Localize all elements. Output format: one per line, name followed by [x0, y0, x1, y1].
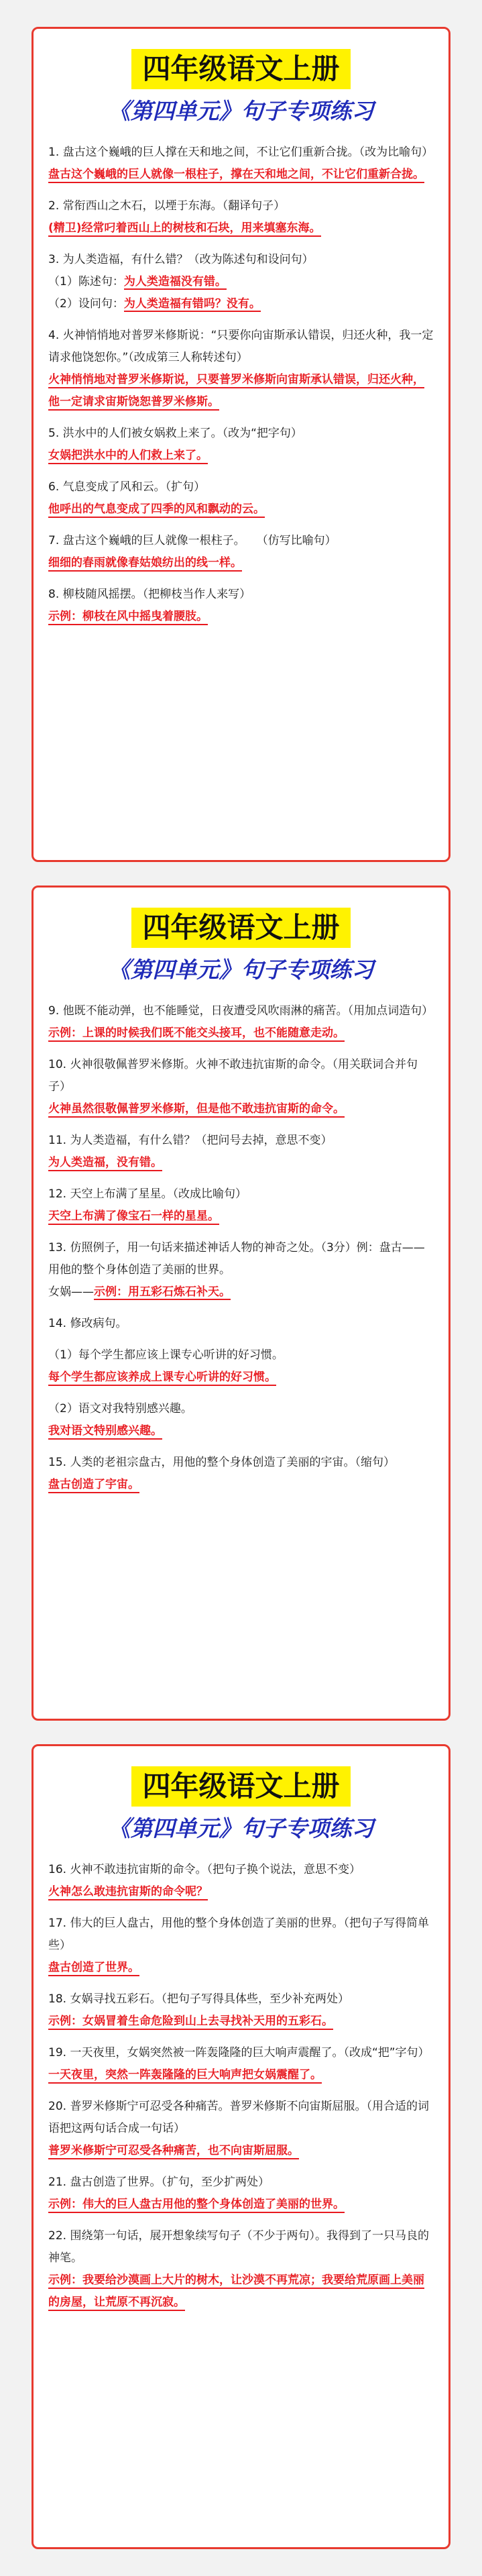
question-text: 女娲—— [48, 1285, 94, 1299]
question-text: 18. 女娲寻找五彩石。（把句子写得具体些，至少补充两处） [48, 1992, 349, 2006]
answer-line [48, 2140, 434, 2162]
question-text: 12. 天空上布满了星星。（改成比喻句） [48, 1187, 247, 1201]
answer-line [48, 1205, 434, 1228]
item-list [48, 1859, 434, 2314]
question-text: 9. 他既不能动弹，也不能睡觉，日夜遭受风吹雨淋的痛苦。（用加点词造句） [48, 1004, 434, 1018]
answer-line [48, 1098, 434, 1120]
question-text: （2）语文对我特别感兴趣。 [48, 1402, 192, 1415]
card-subtitle: 《第四单元》句子专项练习 [108, 1815, 374, 1841]
question-text: 14. 修改病句。 [48, 1317, 127, 1330]
card-title: 四年级语文上册 [131, 908, 350, 948]
answer-text: 盘古这个巍峨的巨人就像一根柱子，撑在天和地之间，不让它们重新合拢。 [48, 168, 424, 183]
answer-line [48, 369, 434, 413]
answer-line [48, 217, 434, 239]
answer-line [48, 445, 434, 467]
question-text: 21. 盘古创造了世界。（扩句，至少扩两处） [48, 2176, 269, 2189]
card-title: 四年级语文上册 [131, 1766, 350, 1807]
question-text: 10. 火神很敬佩普罗米修斯。火神不敢违抗宙斯的命令。（用关联词合并句子） [48, 1058, 418, 1093]
answer-line [48, 1474, 434, 1496]
question-text: 22. 围绕第一句话，展开想象续写句子（不少于两句）。我得到了一只马良的神笔。 [48, 2229, 429, 2265]
answer-text: 盘古创造了宇宙。 [48, 1478, 139, 1493]
answer-text: 我对语文特别感兴趣。 [48, 1424, 162, 1440]
answer-text: 示例：柳枝在风中摇曳着腰肢。 [48, 610, 208, 625]
answer-text: 普罗米修斯宁可忍受各种痛苦，也不向宙斯屈服。 [48, 2144, 299, 2159]
answer-text: 火神悄悄地对普罗米修斯说，只要普罗米修斯向宙斯承认错误，归还火种，他一定请求宙斯饶恕普罗米修斯。 [48, 373, 424, 411]
question-text: 19. 一天夜里，女娲突然被一阵轰隆隆的巨大响声震醒了。（改成“把”字句） [48, 2046, 430, 2059]
answer-text: 示例：伟大的巨人盘古用他的整个身体创造了美丽的世界。 [48, 2198, 345, 2213]
answer-line [48, 552, 434, 574]
card-title: 四年级语文上册 [131, 49, 350, 89]
question-text: （1）陈述句： [48, 275, 124, 288]
answer-text: 天空上布满了像宝石一样的星星。 [48, 1210, 219, 1225]
card-title-wrap [48, 49, 434, 89]
question-with-answer [48, 271, 434, 293]
question-text: 1. 盘古这个巍峨的巨人撑在天和地之间，不让它们重新合拢。（改为比喻句） [48, 146, 434, 159]
item-list [48, 142, 434, 628]
answer-line [48, 2010, 434, 2033]
answer-line [48, 1152, 434, 1174]
answer-text: 盘古创造了世界。 [48, 1961, 139, 1976]
answer-line [48, 2269, 434, 2314]
answer-text: 示例：我要给沙漠画上大片的树木，让沙漠不再荒凉；我要给荒原画上美丽的房屋，让荒原不再沉寂。 [48, 2273, 424, 2311]
answer-line [48, 2194, 434, 2216]
question-text: 3. 为人类造福，有什么错？（改为陈述句和设问句） [48, 253, 314, 266]
answer-line [48, 606, 434, 628]
answer-line [48, 1366, 434, 1389]
answer-line [48, 1881, 434, 1903]
answer-text: 他呼出的气息变成了四季的风和飘动的云。 [48, 502, 265, 518]
card-subtitle: 《第四单元》句子专项练习 [108, 98, 374, 124]
question-with-answer [48, 1281, 434, 1303]
answer-text: 细细的春雨就像春姑娘纺出的线一样。 [48, 556, 242, 572]
answer-line [48, 498, 434, 521]
answer-text: 为人类造福有错吗？没有。 [123, 297, 261, 311]
answer-text: 为人类造福，没有错。 [48, 1156, 162, 1171]
answer-line [48, 2064, 434, 2086]
answer-text: 示例：女娲冒着生命危险到山上去寻找补天用的五彩石。 [48, 2015, 333, 2030]
question-text: 16. 火神不敢违抗宙斯的命令。（把句子换个说法，意思不变） [48, 1863, 361, 1876]
answer-text: 为人类造福没有错。 [123, 275, 227, 288]
answer-text: 一天夜里，突然一阵轰隆隆的巨大响声把女娲震醒了。 [48, 2068, 322, 2084]
answer-line [48, 1957, 434, 1979]
card-subtitle: 《第四单元》句子专项练习 [108, 957, 374, 983]
question-text: 2. 常衔西山之木石，以堙于东海。（翻译句子） [48, 199, 286, 213]
question-text: （1）每个学生都应该上课专心听讲的好习惯。 [48, 1348, 284, 1362]
answer-text: 火神怎么敢违抗宙斯的命令呢？ [48, 1885, 208, 1900]
answer-text: 女娲把洪水中的人们救上来了。 [48, 449, 208, 464]
answer-text: 示例：上课的时候我们既不能交头接耳，也不能随意走动。 [48, 1026, 345, 1042]
answer-text: 示例：用五彩石炼石补天。 [94, 1285, 231, 1299]
question-with-answer [48, 293, 434, 315]
question-text: 13. 仿照例子，用一句话来描述神话人物的神奇之处。（3分）例：盘古——用他的整个身体创造了美丽的世界。 [48, 1241, 425, 1277]
question-text: 4. 火神悄悄地对普罗米修斯说：“只要你向宙斯承认错误，归还火种，我一定请求他饶恕你。”（改成第三人称转述句） [48, 329, 434, 364]
item-list [48, 1000, 434, 1496]
question-text: 6. 气息变成了风和云。（扩句） [48, 480, 206, 494]
question-text: 17. 伟大的巨人盘古，用他的整个身体创造了美丽的世界。（把句子写得简单些） [48, 1917, 429, 1952]
answer-text: (精卫)经常叼着西山上的树枝和石块，用来填塞东海。 [48, 221, 321, 237]
answer-text: 每个学生都应该养成上课专心听讲的好习惯。 [48, 1371, 276, 1386]
question-text: 5. 洪水中的人们被女娲救上来了。（改为“把字句） [48, 427, 302, 440]
question-text: 11. 为人类造福，有什么错？（把问号去掉，意思不变） [48, 1134, 333, 1147]
card-title-wrap [48, 908, 434, 948]
card-title-wrap [48, 1766, 434, 1807]
answer-line [48, 1420, 434, 1442]
question-text: （2）设问句： [48, 297, 124, 311]
question-text: 20. 普罗米修斯宁可忍受各种痛苦。普罗米修斯不向宙斯屈服。（用合适的词语把这两句话合成一句话） [48, 2100, 429, 2135]
question-text: 7. 盘古这个巍峨的巨人就像一根柱子。 （仿写比喻句） [48, 534, 337, 547]
question-text: 8. 柳枝随风摇摆。（把柳枝当作人来写） [48, 588, 251, 601]
answer-line [48, 164, 434, 186]
question-text: 15. 人类的老祖宗盘古，用他的整个身体创造了美丽的宇宙。（缩句） [48, 1456, 395, 1469]
exercise-card-3 [32, 1744, 450, 2549]
answer-text: 火神虽然很敬佩普罗米修斯，但是他不敢违抗宙斯的命令。 [48, 1102, 345, 1118]
exercise-card-2 [32, 885, 450, 1721]
answer-line [48, 1022, 434, 1044]
exercise-card-1 [32, 27, 450, 862]
